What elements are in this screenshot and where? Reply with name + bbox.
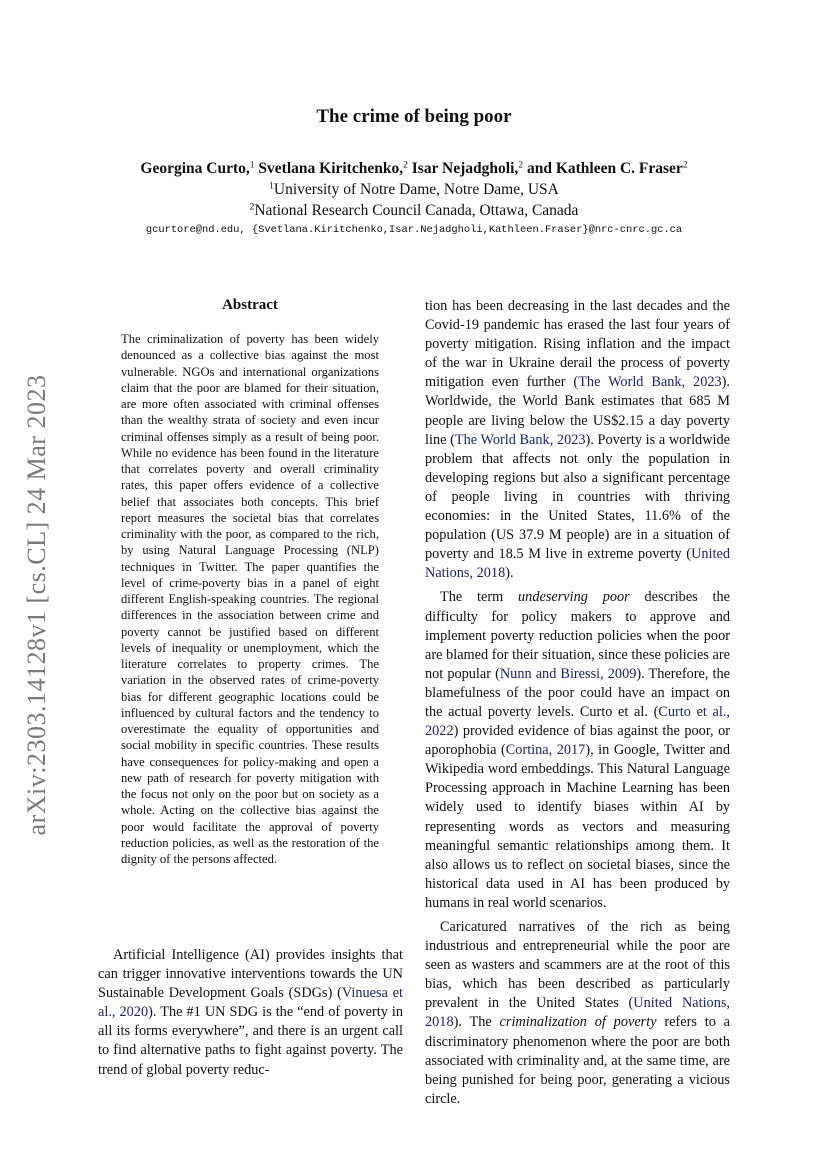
emphasis-term: criminalization of poverty — [499, 1014, 657, 1031]
body-text: ). Worldwide, the World Bank estimates that 685 M people are living below the US$2.15 a day poverty line ( — [425, 374, 730, 448]
intro-paragraph-2 — [425, 588, 730, 913]
body-text: ), in Google, Twitter and Wikipedia word embeddings. This Natural Language Processing approach in Machine Learning has been widely used to identify biases within AI by representing words as vectors and measuring meaningful semantic relationships among them. It also allows us to reflect on societal biases, since the historical data used in AI has been produced by humans in real world scenarios. — [425, 742, 730, 911]
author-emails: gcurtore@nd.edu, {Svetlana.Kiritchenko,Isar.Nejadgholi,Kathleen.Fraser}@nrc-cnrc.gc.ca — [145, 224, 683, 236]
author-list — [0, 160, 828, 178]
citation-link[interactable]: United Nations, 2018 — [425, 546, 730, 582]
emphasis-term: undeserving poor — [518, 589, 630, 606]
abstract-heading: Abstract — [222, 297, 278, 313]
citation-link[interactable]: United Nations, 2018 — [425, 995, 730, 1031]
affil-text: National Research Council Canada, Ottawa, Canada — [254, 202, 579, 219]
body-text: describes the difficulty for policy makers to approve and implement poverty reduction policies when the poor are blamed for their situation, since these policies are not popular ( — [425, 589, 730, 682]
body-text: tion has been decreasing in the last decades and the Covid-19 pandemic has erased the last four years of poverty mitigation. Rising inflation and the impact of the war in Ukraine derail the process of poverty mitigation even further ( — [425, 298, 730, 391]
intro-paragraph-1-right — [425, 297, 730, 583]
body-text: ). Poverty is a worldwide problem that affects not only the population in developing regions but also a significant percentage of people living in countries with thriving economies: in the United States, 11.6% of the population (US 37.9 M people) are in a situation of poverty and 18.5 M live in extreme poverty ( — [425, 431, 730, 563]
citation-link[interactable]: Vinuesa et al., 2020 — [98, 985, 403, 1021]
author-affil-mark: 2 — [403, 159, 408, 171]
body-text: ). — [505, 565, 514, 582]
author-name: Isar Nejadgholi, — [411, 160, 519, 177]
citation-link[interactable]: The World Bank, 2023 — [578, 374, 722, 391]
body-text: ) provided evidence of bias against the poor, or aporophobia ( — [425, 723, 730, 759]
citation-link[interactable]: Curto et al., 2022 — [425, 703, 731, 740]
right-column — [425, 297, 730, 1114]
affiliation-1 — [0, 181, 828, 199]
citation-link[interactable]: Cortina, 2017 — [505, 742, 586, 759]
paper-title: The crime of being poor — [316, 106, 512, 127]
intro-paragraph-1-left — [98, 946, 403, 1080]
body-text: ). The — [453, 1014, 500, 1031]
author-name: Georgina Curto, — [140, 160, 250, 177]
affiliation-2 — [0, 202, 828, 220]
affil-text: University of Notre Dame, Notre Dame, USA — [273, 181, 559, 198]
author-affil-mark: 2 — [518, 159, 524, 171]
citation-link[interactable]: Nunn and Biressi, 2009 — [499, 665, 637, 682]
body-text: ). Therefore, the blamefulness of the poor could have an impact on the actual poverty levels. Curto et al. ( — [425, 665, 730, 720]
author-affil-mark: 2 — [682, 159, 688, 171]
abstract-body: The criminalization of poverty has been widely denounced as a collective bias against the most vulnerable. NGOs and international organizations claim that the poor are blamed for their situation, are more often associated with criminal offenses than the wealthy strata of society and even incur criminal offenses simply as a result of being poor. While no evidence has been found in the literature that correlates poverty and overall criminality rates, this paper offers evidence of a collective belief that associates both concepts. This brief report measures the societal bias that correlates criminality with the poor, as compared to the rich, by using Natural Language Processing (NLP) techniques in Twitter. The paper quantifies the level of crime-poverty bias in a panel of eight different English-speaking countries. The regional differences in the association between crime and poverty cannot be justified based on different levels of inequality or unemployment, which the literature correlates to property crimes. The variation in the observed rates of crime-poverty bias for different geographic locations could be influenced by cultural factors and the tendency to overestimate the equality of opportunities and social mobility in specific countries. These results have consequences for policy-making and open a new path of research for poverty mitigation with the focus not only on the poor but on society as a whole. Acting on the collective bias against the poor would facilitate the approval of poverty reduction policies, as well as the restoration of the dignity of the persons affected. — [121, 332, 379, 866]
body-text: The term — [440, 589, 519, 606]
author-name: Svetlana Kiritchenko, — [258, 160, 404, 177]
author-affil-mark: 1 — [249, 159, 255, 171]
body-text: refers to a discriminatory phenomenon where the poor are both associated with criminality and, at the same time, are being punished for being poor, generating a vicious circle. — [425, 1014, 731, 1107]
arxiv-stamp — [14, 360, 60, 850]
affil-number: 1 — [269, 180, 274, 192]
arxiv-stamp-text: arXiv:2303.14128v1 [cs.CL] 24 Mar 2023 — [22, 374, 51, 836]
body-text: ). The #1 UN SDG is the “end of poverty in all its forms everywhere”, and there is an urgent call to find alternative paths to fight against poverty. The trend of global poverty reduc- — [98, 1004, 403, 1078]
citation-link[interactable]: The World Bank, 2023 — [454, 431, 586, 448]
body-text: Artificial Intelligence (AI) provides insights that can trigger innovative interventions towards the UN Sustainable Development Goals (SDGs) ( — [98, 947, 403, 1002]
body-text: Caricatured narratives of the rich as being industrious and entrepreneurial while the poor are seen as wasters and scammers are at the root of this bias, which has been described as particularly prevalent in the United States ( — [425, 919, 730, 1012]
affil-number: 2 — [249, 201, 255, 213]
author-name: and Kathleen C. Fraser — [526, 160, 683, 177]
intro-paragraph-3 — [425, 918, 730, 1109]
